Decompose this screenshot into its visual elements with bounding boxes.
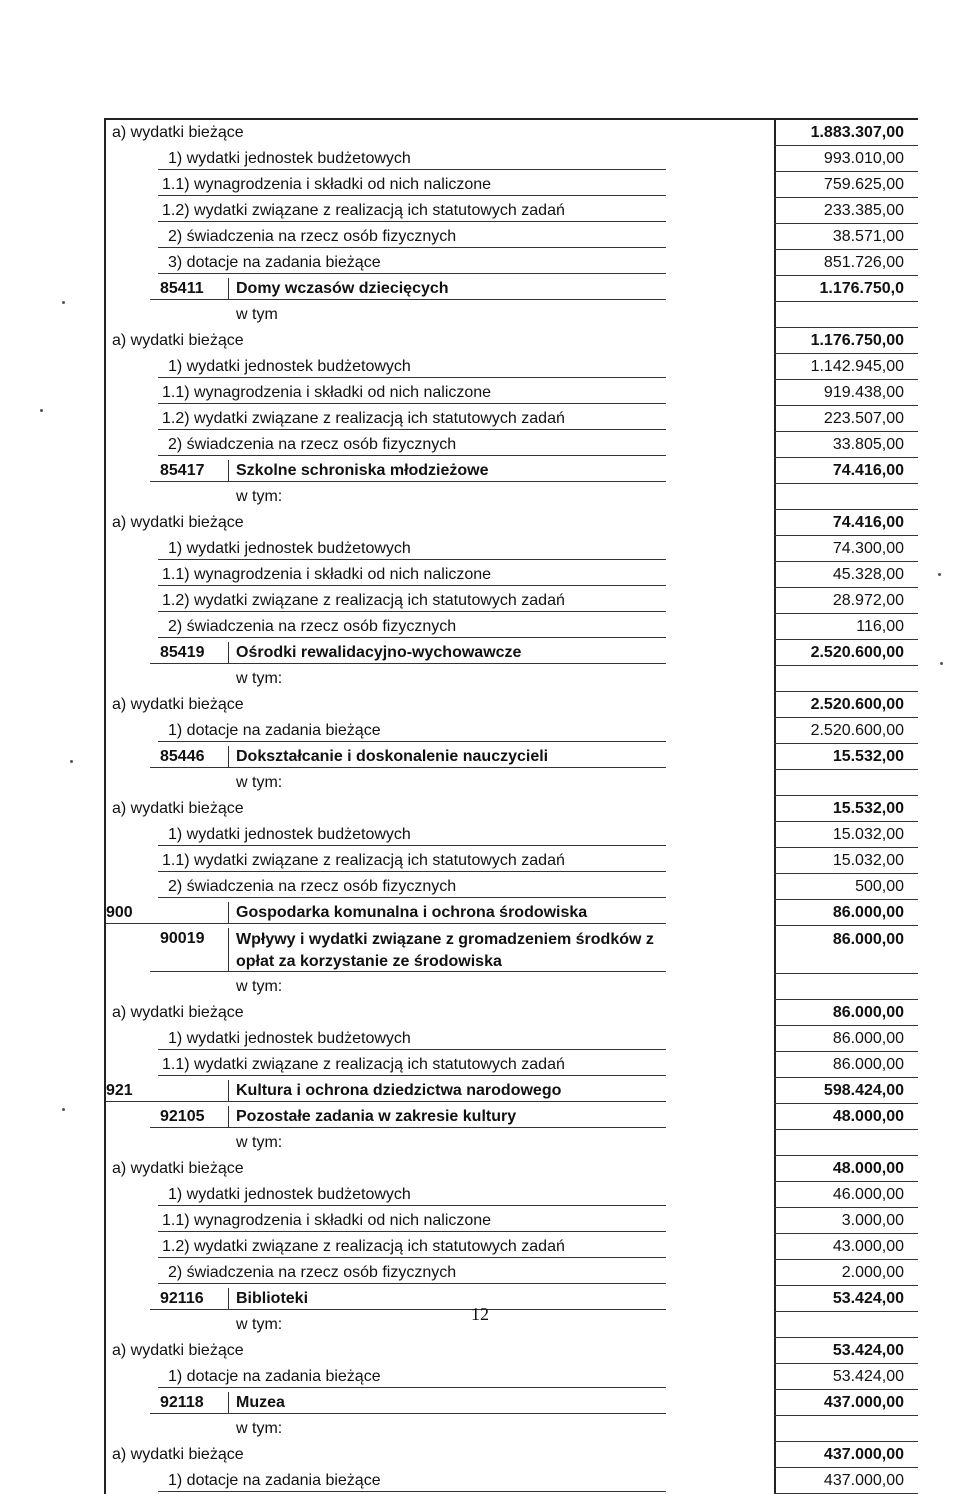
amount-value: 15.032,00 [832,826,904,843]
chapter-code: 90019 [160,930,205,947]
amount-value: 86.000,00 [832,904,904,921]
table-row-header [106,1442,918,1468]
row-underline [158,611,666,612]
column-separator [228,278,229,300]
w-tym-label: w tym [236,306,278,323]
amount-value: 437.000,00 [823,1446,904,1463]
amount-value: 2.520.600,00 [810,722,904,739]
item-label: 2) świadczenia na rzecz osób fizycznych [168,1264,457,1281]
row-underline [150,971,666,972]
column-separator [228,746,229,768]
amount-value: 919.438,00 [823,384,904,401]
column-separator [228,460,229,482]
w-tym-label: w tym: [236,774,283,791]
item-label: 1.2) wydatki związane z realizacją ich statutowych zadań [162,1238,565,1255]
expense-group-label: a) wydatki bieżące [112,1160,244,1177]
row-underline [158,871,666,872]
chapter-code: 85417 [160,462,205,479]
chapter-code: 92118 [160,1394,204,1411]
row-underline [158,273,666,274]
item-label: Domy wczasów dziecięcych [236,280,449,297]
table-row-wtym [106,1416,918,1442]
row-underline [158,1257,666,1258]
table-row-header [106,796,918,822]
amount-value: 500,00 [855,878,904,895]
table-row-header [106,1156,918,1182]
table-row-item1 [106,536,918,562]
table-row-header [106,328,918,354]
item-label: Muzea [236,1394,285,1411]
item-label: 1.1) wynagrodzenia i składki od nich naliczone [162,176,492,193]
amount-value: 1.883.307,00 [810,124,904,141]
amount-value: 86.000,00 [832,1056,904,1073]
amount-value: 233.385,00 [823,202,904,219]
expense-group-label: a) wydatki bieżące [112,332,244,349]
amount-value: 15.532,00 [832,748,904,765]
scan-speck [70,760,73,763]
row-underline [158,897,666,898]
row-underline [158,637,666,638]
amount-value: 86.000,00 [832,1004,904,1021]
table-row-wtym [106,974,918,1000]
table-row-header [106,120,918,146]
item-label: Wpływy i wydatki związane z gromadzeniem środków z opłat za korzystanie ze środowiska [236,931,654,970]
table-row-item1 [106,718,918,744]
amount-value: 1.176.750,00 [810,332,904,349]
table-row-item11 [106,406,918,432]
expense-group-label: a) wydatki bieżące [112,514,244,531]
table-row-item1 [106,354,918,380]
item-label: 1) wydatki jednostek budżetowych [168,150,411,167]
amount-value: 38.571,00 [832,228,904,245]
table-row-section [106,1390,918,1416]
table-row-item11 [106,198,918,224]
item-label: 1) wydatki jednostek budżetowych [168,540,411,557]
chapter-code: 85446 [160,748,205,765]
table-row-item1 [106,874,918,900]
table-row-item11 [106,1052,918,1078]
row-underline [158,455,666,456]
table-row-item1 [106,1182,918,1208]
row-underline [150,767,666,768]
table-row-item11 [106,172,918,198]
table-row-item11 [106,1208,918,1234]
item-label: 1) dotacje na zadania bieżące [168,1368,381,1385]
row-underline [158,559,666,560]
amount-value: 74.416,00 [832,514,904,531]
table-row-item1 [106,822,918,848]
row-underline [158,1491,666,1492]
amount-value: 43.000,00 [832,1238,904,1255]
table-row-item11 [106,380,918,406]
amount-value: 33.805,00 [832,436,904,453]
table-row-item11 [106,1234,918,1260]
item-label: 1.2) wydatki związane z realizacją ich statutowych zadań [162,592,565,609]
item-label: 1.2) wydatki związane z realizacją ich statutowych zadań [162,410,565,427]
row-underline [158,195,666,196]
row-underline [158,1075,666,1076]
row-underline [158,1283,666,1284]
row-underline [150,299,666,300]
amount-value: 86.000,00 [832,931,904,948]
division-code: 921 [106,1082,133,1099]
row-underline [150,481,666,482]
item-label: 1.1) wynagrodzenia i składki od nich naliczone [162,566,492,583]
amount-value: 2.000,00 [841,1264,904,1281]
item-label: 2) świadczenia na rzecz osób fizycznych [168,878,457,895]
scan-speck [62,1108,65,1111]
table-row-section [106,1104,918,1130]
item-label: 1.1) wynagrodzenia i składki od nich naliczone [162,384,492,401]
row-underline [158,377,666,378]
amount-value: 46.000,00 [832,1186,904,1203]
table-row-header [106,1338,918,1364]
row-underline [150,663,666,664]
row-underline [158,429,666,430]
table-row-wtym [106,302,918,328]
amount-value: 2.520.600,00 [810,644,904,661]
column-separator [228,642,229,664]
item-label: 1) wydatki jednostek budżetowych [168,1030,411,1047]
scan-speck [40,409,43,412]
column-separator [228,1106,229,1128]
item-label: Szkolne schroniska młodzieżowe [236,462,489,479]
table-row-wtym [106,484,918,510]
row-underline [150,1413,666,1414]
row-underline [158,741,666,742]
table-row-item1 [106,250,918,276]
scan-speck [940,662,943,665]
column-separator [228,928,229,972]
expense-group-label: a) wydatki bieżące [112,124,244,141]
item-label: Gospodarka komunalna i ochrona środowiska [236,904,588,921]
expense-group-label: a) wydatki bieżące [112,800,244,817]
w-tym-label: w tym: [236,1316,283,1333]
amount-value: 74.416,00 [832,462,904,479]
scan-speck [938,573,941,576]
table-row-section [106,640,918,666]
table-row-section [106,276,918,302]
item-label: 1) wydatki jednostek budżetowych [168,826,411,843]
amount-value: 2.520.600,00 [810,696,904,713]
w-tym-label: w tym: [236,978,283,995]
item-label: 2) świadczenia na rzecz osób fizycznych [168,618,457,635]
item-label: 1.1) wydatki związane z realizacją ich statutowych zadań [162,1056,565,1073]
item-label: 1) dotacje na zadania bieżące [168,722,381,739]
amount-value: 15.532,00 [832,800,904,817]
item-label: 1) dotacje na zadania bieżące [168,1472,381,1489]
table-row-item1 [106,614,918,640]
chapter-code: 92105 [160,1108,205,1125]
row-underline [106,1101,666,1102]
item-label: 1) wydatki jednostek budżetowych [168,358,411,375]
w-tym-label: w tym: [236,1420,283,1437]
table-row-section [106,744,918,770]
table-row-header [106,510,918,536]
table-row-item1 [106,224,918,250]
table-row-item11 [106,588,918,614]
amount-value: 116,00 [856,618,904,635]
item-label: 3) dotacje na zadania bieżące [168,254,381,271]
table-row-item11 [106,562,918,588]
table-row-division [106,1078,918,1104]
table-row-wtym [106,770,918,796]
table-row-item1 [106,432,918,458]
table-row-item1 [106,1364,918,1390]
expense-group-label: a) wydatki bieżące [112,1446,244,1463]
row-underline [158,585,666,586]
column-separator [228,1080,229,1102]
table-row-division [106,900,918,926]
amount-value: 223.507,00 [823,410,904,427]
row-underline [158,1049,666,1050]
table-row-wtym [106,1130,918,1156]
chapter-code: 85419 [160,644,205,661]
row-underline [158,845,666,846]
expense-group-label: a) wydatki bieżące [112,1004,244,1021]
amount-value: 53.424,00 [832,1290,904,1307]
item-label: Biblioteki [236,1290,309,1307]
amount-value: 598.424,00 [823,1082,904,1099]
table-row-item1 [106,146,918,172]
chapter-code: 92116 [160,1290,204,1307]
amount-value: 437.000,00 [823,1472,904,1489]
item-label: Pozostałe zadania w zakresie kultury [236,1108,517,1125]
row-underline [158,1387,666,1388]
item-label: 1.1) wynagrodzenia i składki od nich naliczone [162,1212,492,1229]
item-label: 1) wydatki jednostek budżetowych [168,1186,411,1203]
division-code: 900 [106,904,133,921]
amount-value: 993.010,00 [823,150,904,167]
item-label: 2) świadczenia na rzecz osób fizycznych [168,436,457,453]
amount-value: 1.142.945,00 [810,358,904,375]
w-tym-label: w tym: [236,1134,283,1151]
row-underline [158,247,666,248]
amount-value: 74.300,00 [832,540,904,557]
chapter-code: 85411 [160,280,204,297]
table-row-item1 [106,1026,918,1052]
row-underline [158,169,666,170]
amount-value: 86.000,00 [832,1030,904,1047]
table-row-item1 [106,1468,918,1494]
amount-value: 28.972,00 [832,592,904,609]
amount-value: 45.328,00 [832,566,904,583]
table-row-header [106,692,918,718]
table-row-section-tall [106,926,918,974]
amount-value: 3.000,00 [841,1212,904,1229]
scan-speck [62,301,65,304]
amount-value: 851.726,00 [823,254,904,271]
row-underline [158,403,666,404]
item-label: 1.2) wydatki związane z realizacją ich statutowych zadań [162,202,565,219]
table-row-header [106,1000,918,1026]
table-row-wtym [106,666,918,692]
budget-table [104,118,918,1494]
table-row-item1 [106,1260,918,1286]
row-underline [158,1205,666,1206]
amount-value: 48.000,00 [832,1160,904,1177]
row-underline [150,1127,666,1128]
item-label: 1.1) wydatki związane z realizacją ich statutowych zadań [162,852,565,869]
column-separator [228,902,229,924]
expense-group-label: a) wydatki bieżące [112,1342,244,1359]
amount-value: 15.032,00 [832,852,904,869]
amount-value: 437.000,00 [823,1394,904,1411]
page-number: 12 [471,1304,489,1324]
w-tym-label: w tym: [236,488,283,505]
w-tym-label: w tym: [236,670,283,687]
row-underline [158,1231,666,1232]
amount-value: 759.625,00 [823,176,904,193]
table-row-section [106,458,918,484]
column-separator [228,1392,229,1414]
row-underline [106,923,666,924]
item-label: Kultura i ochrona dziedzictwa narodowego [236,1082,562,1099]
row-underline [158,221,666,222]
amount-value: 1.176.750,0 [819,280,904,297]
table-row-item11 [106,848,918,874]
item-label: Ośrodki rewalidacyjno-wychowawcze [236,644,522,661]
expense-group-label: a) wydatki bieżące [112,696,244,713]
amount-value: 48.000,00 [832,1108,904,1125]
item-label: Dokształcanie i doskonalenie nauczycieli [236,748,549,765]
amount-value: 53.424,00 [832,1368,904,1385]
amount-value: 53.424,00 [832,1342,904,1359]
item-label: 2) świadczenia na rzecz osób fizycznych [168,228,457,245]
